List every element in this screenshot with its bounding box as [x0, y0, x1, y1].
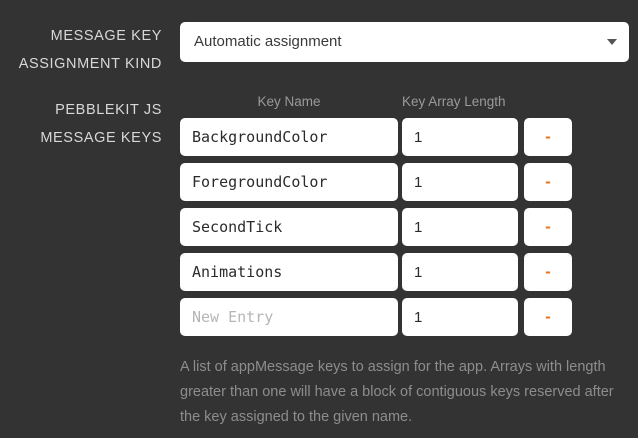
remove-key-button[interactable]: -: [524, 163, 572, 201]
key-name-input[interactable]: [180, 208, 398, 246]
assignment-kind-row: [0, 10, 638, 80]
assignment-kind-select[interactable]: [180, 22, 629, 62]
message-keys-column-headers: [180, 94, 580, 114]
message-keys-help-text: A list of appMessage keys to assign for the app. Arrays with length greater than one will have a block of contiguous keys reserved after the key assigned to the given name.: [180, 359, 614, 425]
key-array-length-input[interactable]: [402, 253, 518, 291]
table-row-new-entry: [180, 298, 572, 343]
table-row: [180, 253, 572, 298]
key-name-input[interactable]: [180, 163, 398, 201]
table-row: [180, 118, 572, 163]
column-header-key-name: Key Name: [257, 94, 321, 109]
table-row: [180, 163, 572, 208]
new-key-name-input[interactable]: [180, 298, 398, 336]
key-array-length-input[interactable]: [402, 118, 518, 156]
message-keys-table: [180, 118, 572, 343]
table-row: [180, 208, 572, 253]
key-name-input[interactable]: [180, 118, 398, 156]
assignment-kind-selected-value: Automatic assignment: [194, 33, 342, 50]
remove-key-button[interactable]: -: [524, 253, 572, 291]
column-header-key-array-length: Key Array Length: [402, 94, 506, 109]
key-array-length-input[interactable]: [402, 208, 518, 246]
key-name-input[interactable]: [180, 253, 398, 291]
remove-key-button[interactable]: -: [524, 298, 572, 336]
message-keys-label: PEBBLEKIT JS MESSAGE KEYS: [40, 102, 162, 146]
key-array-length-input[interactable]: [402, 163, 518, 201]
remove-key-button[interactable]: -: [524, 118, 572, 156]
new-key-array-length-input[interactable]: [402, 298, 518, 336]
assignment-kind-label: MESSAGE KEY ASSIGNMENT KIND: [18, 28, 162, 72]
remove-key-button[interactable]: -: [524, 208, 572, 246]
chevron-down-icon: [607, 39, 617, 45]
